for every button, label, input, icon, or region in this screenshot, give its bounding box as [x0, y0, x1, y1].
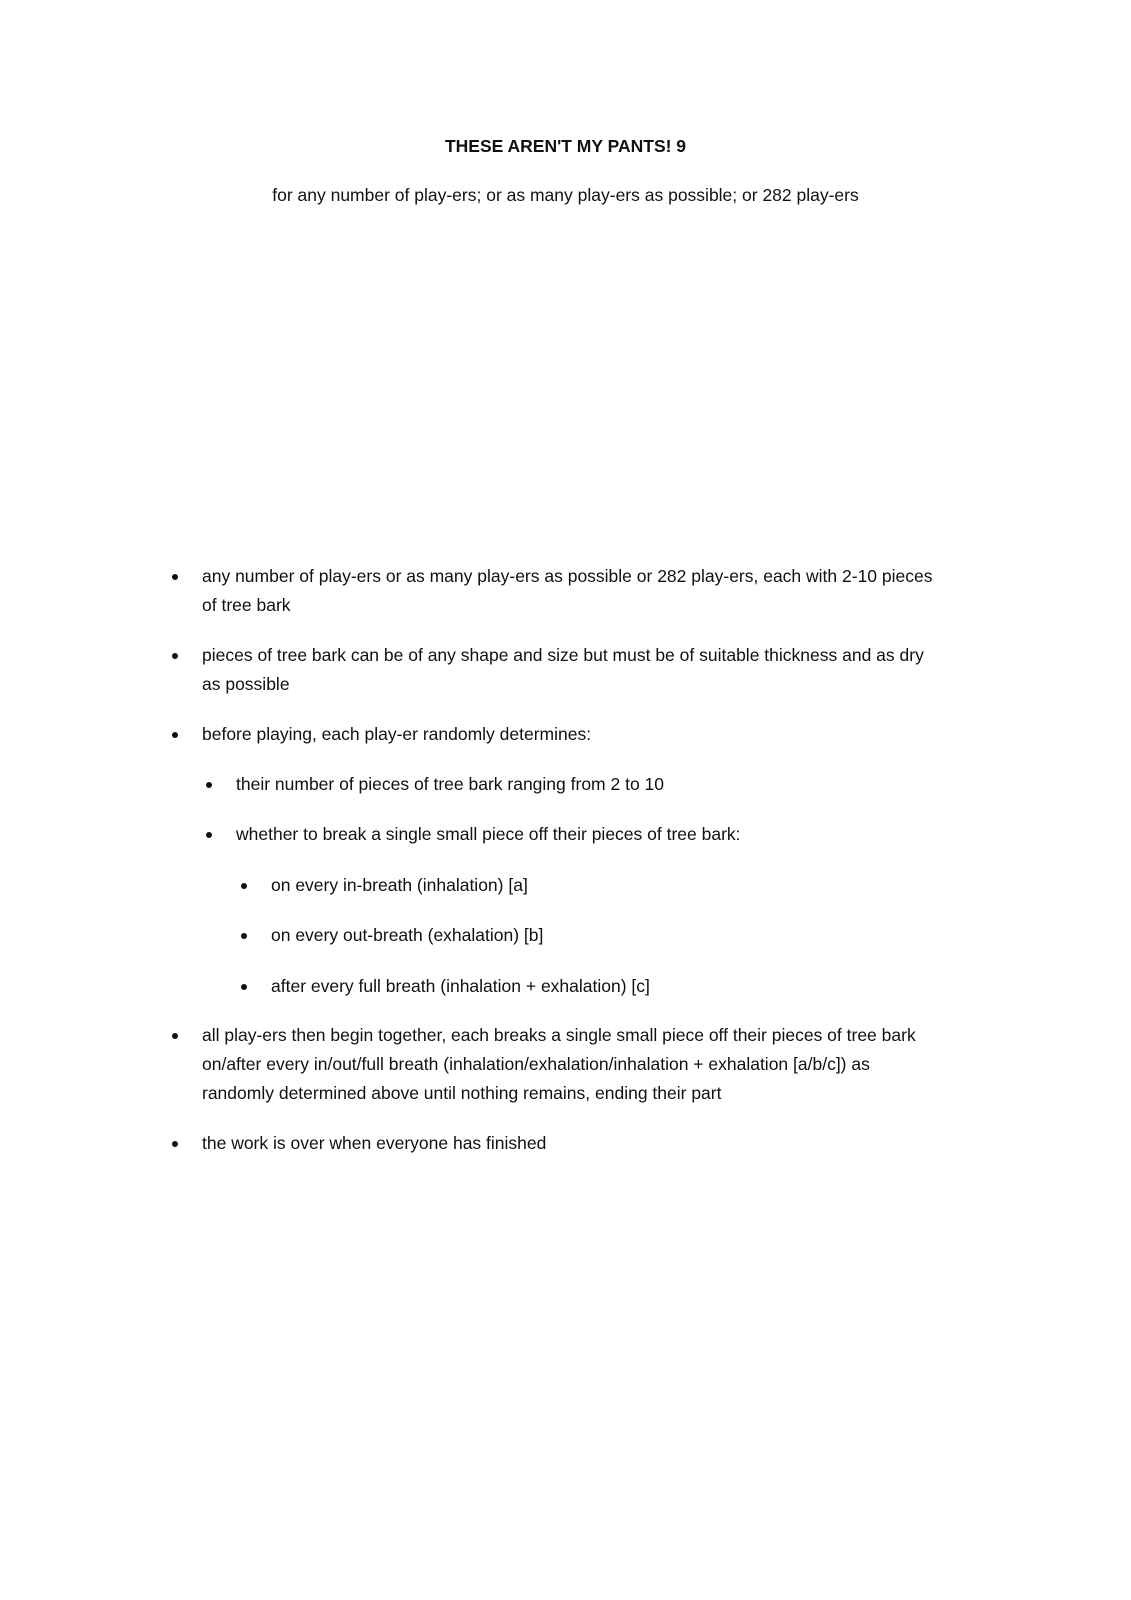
list-item-line: after every full breath (inhalation + exhalation) [c]: [271, 976, 650, 996]
bullet-icon: [241, 933, 247, 939]
bullet-icon: [206, 782, 212, 788]
list-item-line: whether to break a single small piece off their pieces of tree bark:: [236, 824, 741, 844]
list-item-line: all play-ers then begin together, each breaks a single small piece off their pieces of tree bark: [202, 1025, 916, 1045]
list-item-line: on/after every in/out/full breath (inhalation/exhalation/inhalation + exhalation [a/b/c]) as: [202, 1054, 870, 1074]
list-item: [271, 972, 991, 1001]
bullet-icon: [172, 732, 178, 738]
list-item-line: on every in-breath (inhalation) [a]: [271, 875, 528, 895]
bullet-icon: [172, 574, 178, 580]
list-item: [202, 720, 992, 749]
list-item: [271, 921, 991, 950]
list-item: [202, 1129, 992, 1158]
bullet-icon: [172, 1141, 178, 1147]
document-subtitle: for any number of play-ers; or as many play-ers as possible; or 282 play-ers: [272, 185, 859, 205]
list-item: [271, 871, 991, 900]
list-item: [202, 641, 992, 699]
list-item-line: as possible: [202, 674, 290, 694]
list-item: [202, 562, 992, 620]
list-item-line: pieces of tree bark can be of any shape and size but must be of suitable thickness and as dry: [202, 645, 924, 665]
list-item-line: the work is over when everyone has finished: [202, 1133, 547, 1153]
list-item-line: of tree bark: [202, 595, 291, 615]
list-item-line: on every out-breath (exhalation) [b]: [271, 925, 544, 945]
list-item: [202, 1021, 992, 1108]
bullet-icon: [241, 883, 247, 889]
list-item-line: their number of pieces of tree bark ranging from 2 to 10: [236, 774, 665, 794]
document-title: THESE AREN'T MY PANTS! 9: [444, 136, 687, 156]
list-item-line: any number of play-ers or as many play-ers as possible or 282 play-ers, each with 2-10 pieces: [202, 566, 933, 586]
bullet-icon: [172, 653, 178, 659]
list-item-line: before playing, each play-er randomly determines:: [202, 724, 592, 744]
bullet-icon: [172, 1033, 178, 1039]
list-item: [236, 770, 996, 799]
list-item-line: randomly determined above until nothing remains, ending their part: [202, 1083, 722, 1103]
bullet-icon: [206, 832, 212, 838]
bullet-icon: [241, 984, 247, 990]
list-item: [236, 820, 996, 849]
